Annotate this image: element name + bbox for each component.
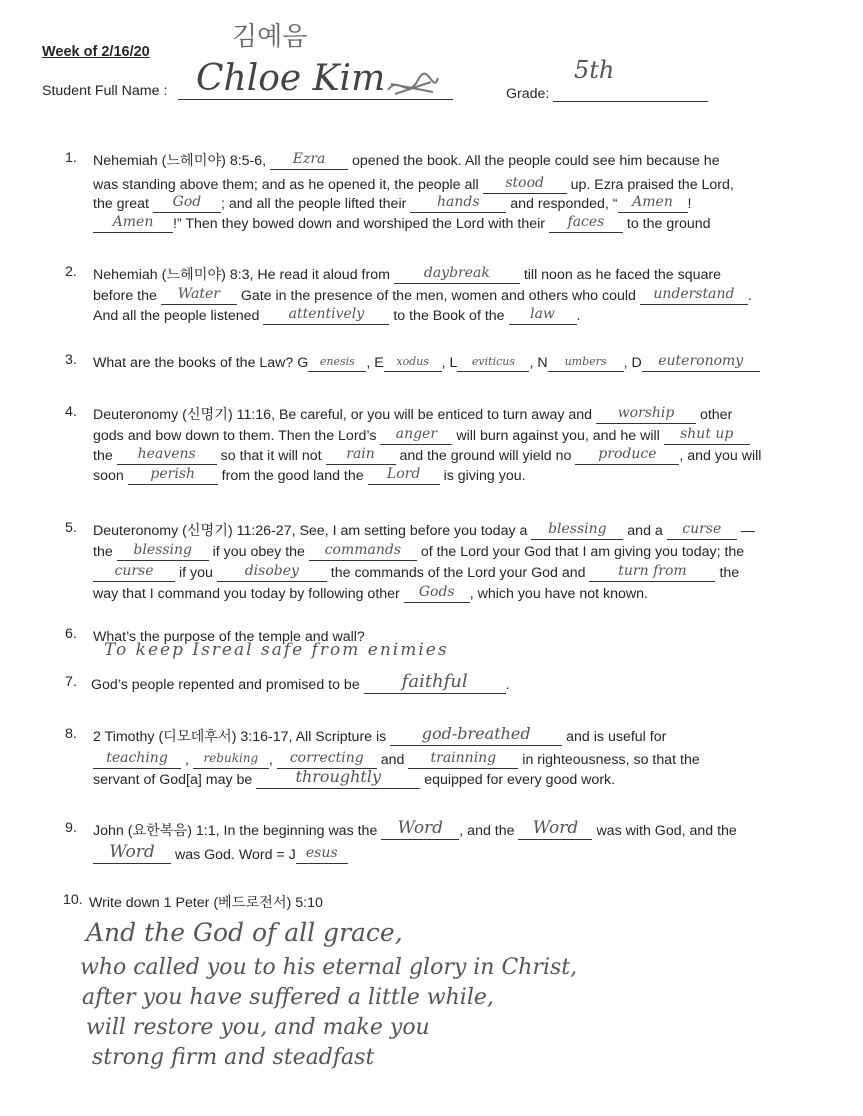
answer-8-5: trainning [430,750,497,766]
name-scribble [383,70,443,107]
answer-10-line-5: strong firm and steadfast [92,1045,375,1070]
answer-10-line-3: after you have suffered a little while, [82,985,494,1010]
grade-label: Grade: [506,86,550,102]
answer-9-4: esus [305,845,338,861]
answer-9-3: Word [109,842,155,862]
korean-name-handwritten: 김예음 [232,22,308,52]
answer-4-3: shut up [680,426,734,442]
answer-6: To keep Isreal safe from enimies [104,640,449,660]
answer-10-line-2: who called you to his eternal glory in Christ, [80,955,578,980]
answer-7: faithful [401,671,468,692]
answer-9-2: Word [532,818,579,838]
answer-4-2: anger [395,426,438,442]
answer-5-6: disobey [244,563,299,579]
answer-5-2: curse [682,521,722,537]
answer-9-1: Word [397,818,444,838]
answer-10-line-4: will restore you, and make you [86,1015,430,1040]
answer-1-5: Amen [632,194,673,210]
answer-1-1: Ezra [292,151,326,167]
answer-3-5: euteronomy [658,353,744,369]
week-title: Week of 2/16/20 [42,44,150,60]
student-name-value: Chloe Kim [196,58,386,99]
answer-2-3: understand [653,286,735,302]
answer-5-8: Gods [418,584,455,600]
answer-1-2: stood [505,175,544,191]
answer-4-6: produce [598,446,657,462]
answer-3-1: enesis [319,355,355,368]
answer-1-6: Amen [112,214,154,230]
answer-3-3: eviticus [471,355,515,368]
answer-4-5: rain [346,446,375,462]
answer-1-7: faces [567,214,605,230]
student-name-label: Student Full Name : [42,83,168,99]
answer-3-2: xodus [396,355,429,368]
answer-8-2: teaching [106,750,168,766]
answer-8-6: throughtly [295,767,381,786]
answer-5-3: blessing [133,542,192,558]
answer-8-4: correcting [289,750,364,766]
answer-5-4: commands [324,542,402,558]
answer-4-8: Lord [386,466,421,482]
answer-5-1: blessing [548,521,607,537]
answer-5-5: curse [114,563,154,579]
answer-5-7: turn from [618,563,687,579]
answer-4-1: worship [617,405,675,421]
answer-3-4: umbers [564,355,607,368]
answer-4-7: perish [150,466,196,482]
answer-1-3: God [172,194,202,210]
answer-4-4: heavens [137,446,196,462]
answer-2-5: law [530,306,555,322]
answer-2-1: daybreak [423,265,490,281]
answer-2-2: Water [177,286,220,302]
grade-line [553,101,708,102]
grade-value: 5th [574,56,615,84]
answer-10-line-1: And the God of all grace, [86,918,403,947]
answer-2-4: attentively [288,306,365,322]
answer-8-1: god-breathed [421,724,531,743]
answer-1-4: hands [437,194,480,210]
answer-8-3: rebuking [203,751,259,765]
